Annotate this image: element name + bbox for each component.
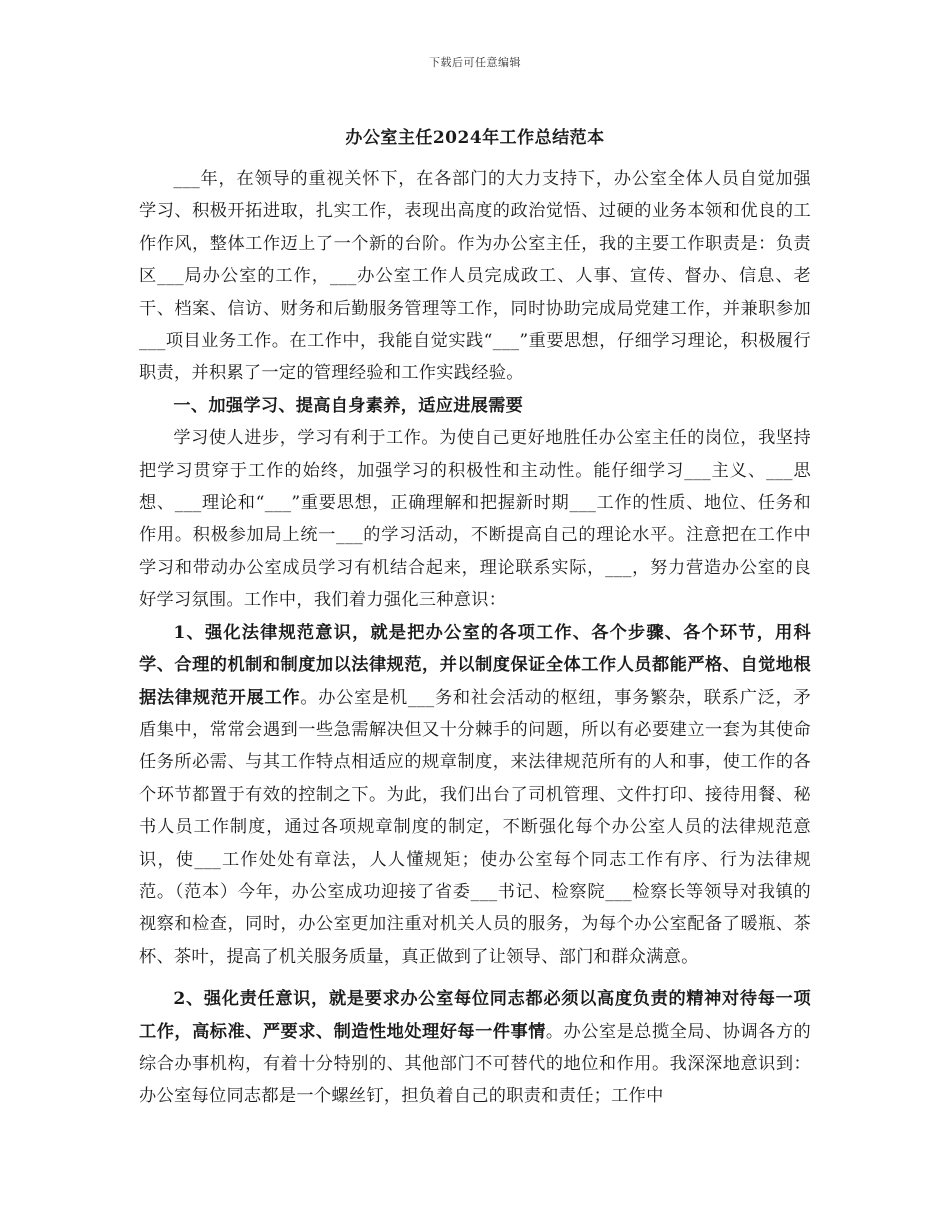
paragraph-legal-awareness (139, 617, 811, 973)
section-heading-1: 一、加强学习、提高自身素养，适应进展需要 (173, 395, 524, 416)
header-note: 下载后可任意编辑 (429, 56, 521, 69)
paragraph-intro: ___年，在领导的重视关怀下，在各部门的大力支持下，办公室全体人员自觉加强学习、积极开拓进取，扎实工作，表现出高度的政治觉悟、过硬的业务本领和优良的工作作风，整体工作迈上了一个新的台阶。作为办公室主任，我的主要工作职责是：负责区___局办公室的工作，___办公室工作人员完成政工、人事、宣传、督办、信息、老干、档案、信访、财务和后勤服务管理等工作，同时协助完成局党建工作，并兼职参加___项目业务工作。在工作中，我能自觉实践“___”重要思想，仔细学习理论，积极履行职责，并积累了一定的管理经验和工作实践经验。 (139, 169, 811, 384)
paragraph-legal-awareness-lead: 1、强化法律规范意识，就是把办公室的各项工作、各个步骤、各个环节，用科学、合理的机制和制度加以法律规范，并以制度保证全体工作人员都能严格、自觉地根据法律规范开展工作 (139, 622, 811, 708)
document-body (139, 163, 811, 1113)
paragraph-study: 学习使人进步，学习有利于工作。为使自己更好地胜任办公室主任的岗位，我坚持把学习贯穿于工作的始终，加强学习的积极性和主动性。能仔细学习___主义、___思想、___理论和“___”重要思想，正确理解和把握新时期___工作的性质、地位、任务和作用。积极参加局上统一___的学习活动，不断提高自己的理论水平。注意把在工作中学习和带动办公室成员学习有机结合起来，理论联系实际，___，努力营造办公室的良好学习氛围。工作中，我们着力强化三种意识： (139, 428, 811, 611)
paragraph-responsibility-awareness (139, 983, 811, 1113)
document-title: 办公室主任2024年工作总结范本 (345, 128, 605, 148)
paragraph-legal-awareness-body: 。办公室是机___务和社会活动的枢纽，事务繁杂，联系广泛，矛盾集中，常常会遇到一些急需解决但又十分棘手的问题，所以有必要建立一套为其使命任务所必需、与其工作特点相适应的规章制度，来法律规范所有的人和事，使工作的各个环节都置于有效的控制之下。为此，我们出台了司机管理、文件打印、接待用餐、秘书人员工作制度，通过各项规章制度的制定，不断强化每个办公室人员的法律规范意识，使___工作处处有章法，人人懂规矩；使办公室每个同志工作有序、行为法律规范。（范本）今年，办公室成功迎接了省委___书记、检察院___检察长等领导对我镇的视察和检查，同时，办公室更加注重对机关人员的服务，为每个办公室配备了暖瓶、茶杯、茶叶，提高了机关服务质量，真正做到了让领导、部门和群众满意。 (139, 687, 811, 967)
paragraph-responsibility-body: 。办公室是总揽全局、协调各方的综合办事机构，有着十分特别的、其他部门不可替代的地位和作用。我深深地意识到：办公室每位同志都是一个螺丝钉，担负着自己的职责和责任；工作中 (139, 1021, 811, 1107)
paragraph-responsibility-lead: 2、强化责任意识，就是要求办公室每位同志都必须以高度负责的精神对待每一项工作，高标准、严要求、制造性地处理好每一件事情 (139, 989, 811, 1042)
